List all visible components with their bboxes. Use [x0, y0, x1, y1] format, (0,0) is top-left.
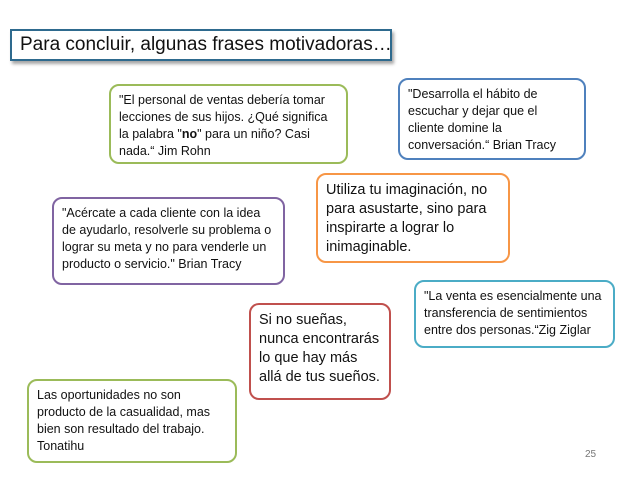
quote-box-tonatihu: Las oportunidades no son producto de la casualidad, mas bien son resultado del trabajo. Tonatihu	[27, 379, 237, 463]
slide-title: Para concluir, algunas frases motivadoras…	[10, 29, 392, 61]
quote-box-brian-tracy-habit: "Desarrolla el hábito de escuchar y dejar que el cliente domine la conversación.“ Brian Tracy	[398, 78, 586, 160]
quote-box-imagination: Utiliza tu imaginación, no para asustarte, sino para inspirarte a lograr lo inimaginable.	[316, 173, 510, 263]
quote-box-brian-tracy-help: "Acércate a cada cliente con la idea de ayudarlo, resolverle su problema o lograr su meta y no para venderle un producto o servicio." Brian Tracy	[52, 197, 285, 285]
quote-text-part: " para un niño? Casi nada.“ Jim Rohn	[119, 127, 310, 158]
quote-box-dreams: Si no sueñas, nunca encontrarás lo que hay más allá de tus sueños.	[249, 303, 391, 400]
quote-bold-word: no	[181, 127, 198, 141]
page-number: 25	[585, 449, 597, 460]
quote-box-zig-ziglar: "La venta es esencialmente una transferencia de sentimientos entre dos personas.“Zig Ziglar	[414, 280, 615, 348]
quote-box-jim-rohn	[109, 84, 348, 164]
quote-text-part: "El personal de ventas debería tomar lecciones de sus hijos. ¿Qué significa la palabra "	[119, 93, 328, 141]
